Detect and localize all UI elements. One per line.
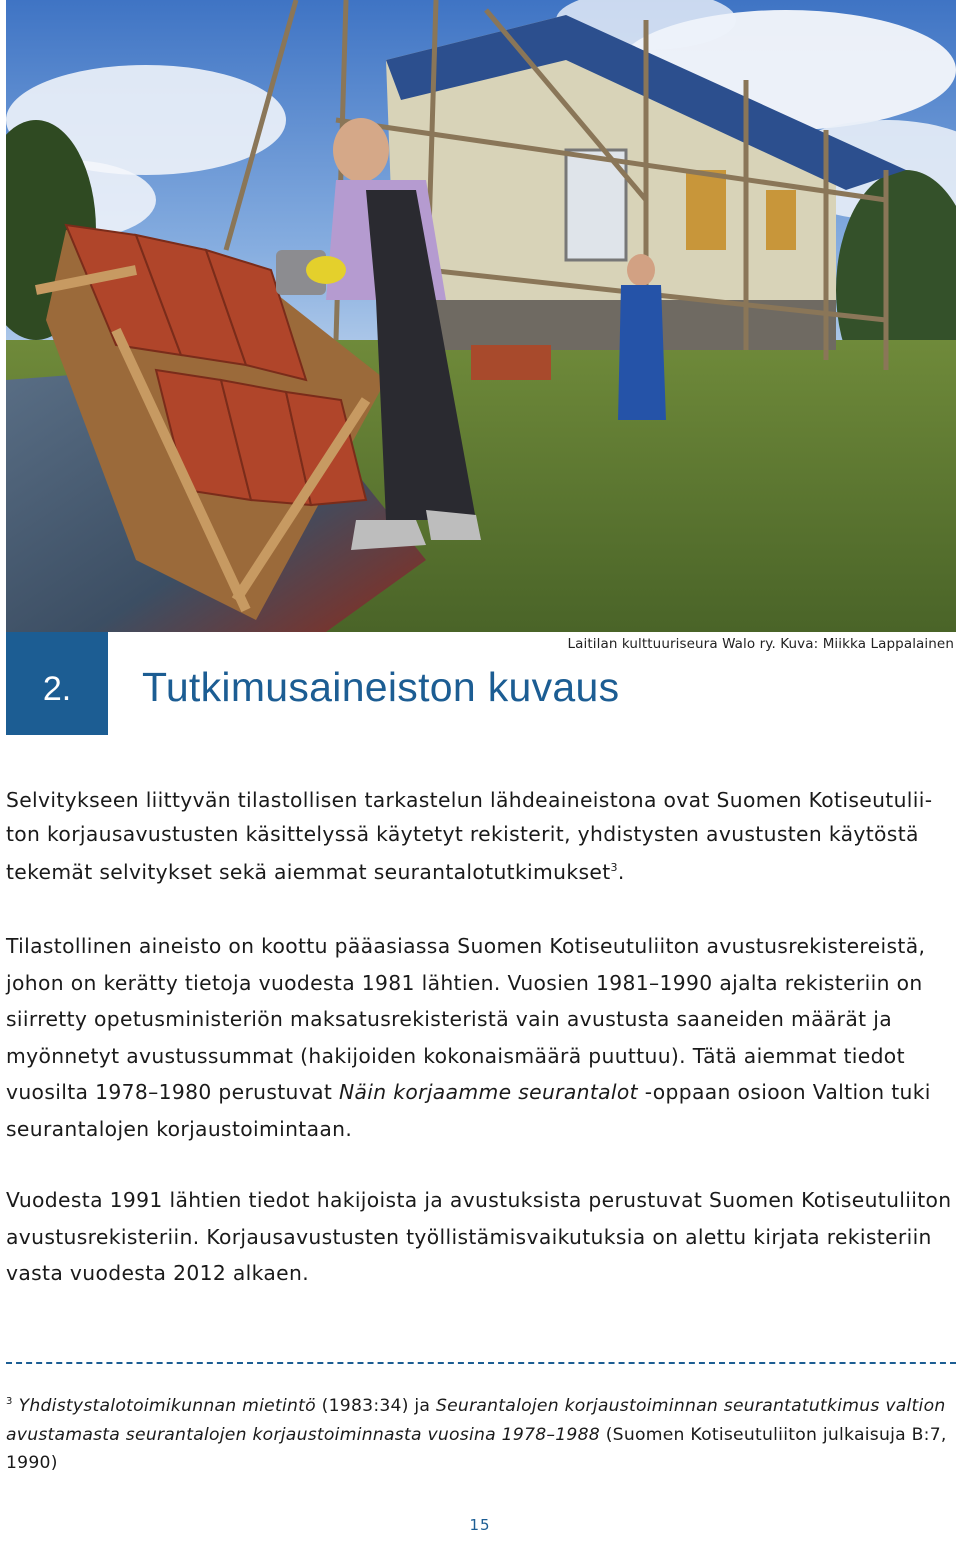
paragraph-2-book-title: Näin korjaamme seurantalot	[339, 1080, 638, 1104]
photo-caption: Laitilan kulttuuriseura Walo ry. Kuva: Miikka Lappalainen	[567, 636, 954, 652]
paragraph-1-line-2: ton korjausavustusten käsittelyssä käytetyt rekisterit, yhdistysten avustusten käytöstä	[6, 821, 919, 846]
footnote	[6, 1388, 956, 1478]
chapter-number: 2.	[42, 670, 72, 708]
paragraph-1-line-3	[6, 851, 954, 890]
paragraph-1-line-3-text: tekemät selvitykset sekä aiemmat seurantalotutkimukset	[6, 860, 611, 884]
footnote-title-1: Yhdistystalotoimikunnan mietintö	[18, 1396, 316, 1416]
chapter-number-box	[6, 632, 108, 735]
paragraph-3: Vuodesta 1991 lähtien tiedot hakijoista ja avustuksista perustuvat Suomen Kotiseutuliiton avustusrekisteriin. Korjausavustusten työllistämisvaikutuksia on alettu kirjata rekisteriin vasta vuodesta 2012 alkaen.	[6, 1188, 952, 1285]
footnote-text-2: (Suomen Kotiseutuliiton julkaisuja B:7, 1990)	[6, 1424, 947, 1473]
footnote-mark: 3	[6, 1396, 13, 1407]
footnote-title-2: Seurantalojen korjaustoiminnan seurantatutkimus valtion avustamasta seurantalojen korjaustoiminnasta vuosina 1978–1988	[6, 1396, 946, 1445]
footnote-divider	[6, 1362, 956, 1364]
paragraph-1	[6, 784, 954, 890]
header-photo	[6, 0, 956, 632]
chapter-title: Tutkimusaineiston kuvaus	[142, 664, 620, 710]
paragraph-1-end: .	[617, 860, 625, 884]
page-number: 15	[469, 1516, 491, 1534]
footnote-text-1: (1983:34) ja	[315, 1396, 436, 1416]
footnote-reference-3[interactable]: 3	[610, 861, 618, 874]
paragraph-2-text-a: Tilastollinen aineisto on koottu pääasiassa Suomen Kotiseutuliiton avustusrekistereistä, johon on kerätty tietoja vuodesta 1981 lähtien. Vuosien 1981–1990 ajalta rekisteriin on siirretty opetusministeriön maksatusrekisteristä vain avustusta saaneiden määrät ja myönnetyt avustussummat (hakijoiden kokonaismäärä puuttuu). Tätä aiemmat tiedot vuosilta 1978–1980 perustuvat	[6, 934, 926, 1104]
photo-illustration	[6, 0, 956, 632]
paragraph-2-text-b: -oppaan osioon Valtion tuki seurantalojen korjaustoimintaan.	[6, 1080, 931, 1141]
paragraph-2	[6, 928, 954, 1147]
paragraph-1-line-1: Selvitykseen liittyvän tilastollisen tarkastelun lähdeaineistona ovat Suomen Kotiseutulii-	[6, 788, 933, 812]
